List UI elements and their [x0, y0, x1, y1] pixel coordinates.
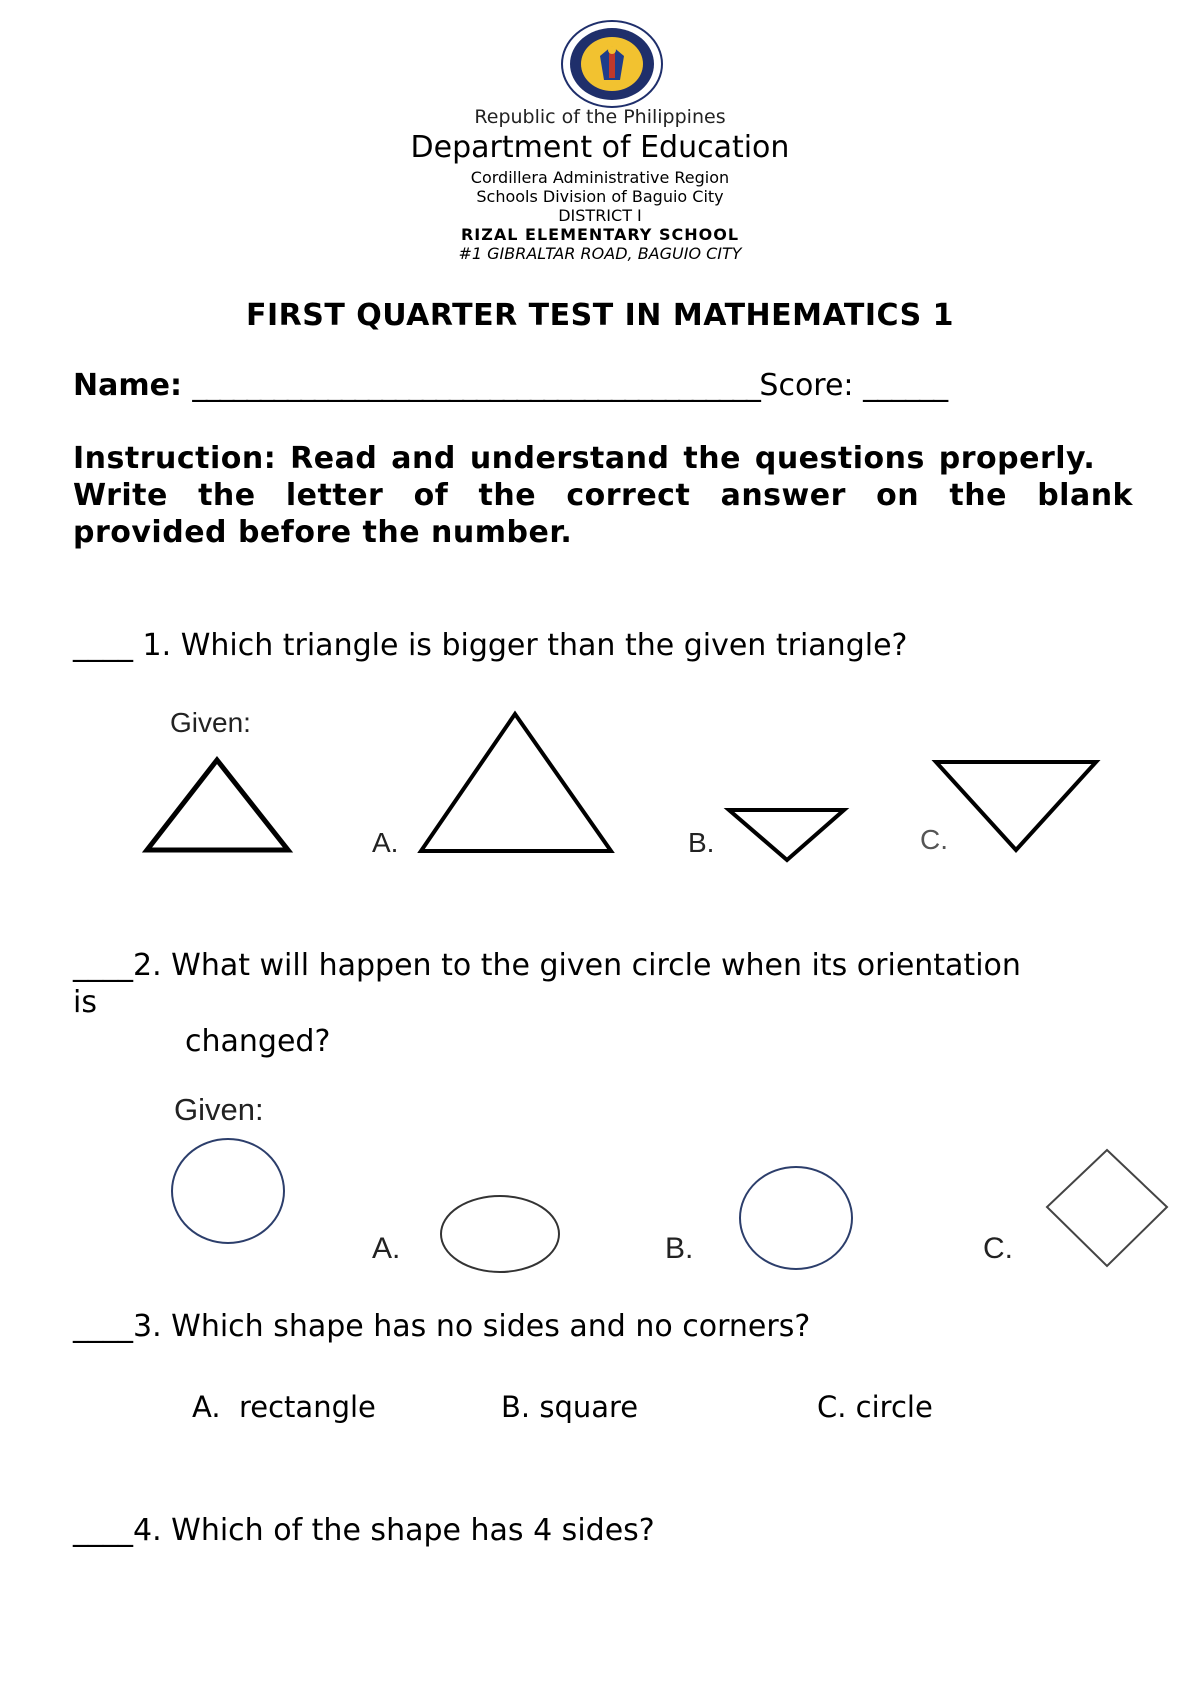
region-line: Cordillera Administrative Region	[470, 168, 730, 187]
name-score-line	[73, 368, 947, 403]
question-2-continued: changed?	[185, 1024, 331, 1059]
instruction-line-3: provided before the number.	[73, 515, 573, 550]
score-blank[interactable]: ______	[863, 368, 948, 403]
school-address: #1 GIBRALTAR ROAD, BAGUIO CITY	[458, 244, 742, 263]
question-4	[73, 1513, 655, 1548]
q2-option-c-label: C.	[983, 1232, 1013, 1265]
instruction-line-2: Write the letter of the correct answer on the blank	[73, 478, 1133, 513]
q2-given-circle	[170, 1137, 286, 1245]
question-2-wrap: is	[73, 985, 97, 1020]
answer-blank-2[interactable]: ____	[73, 948, 133, 983]
q1-given-triangle	[145, 758, 290, 853]
question-1	[73, 628, 907, 663]
q3-option-b[interactable]: B. square	[501, 1390, 639, 1424]
deped-seal-logo	[560, 20, 664, 108]
question-2-text: 2. What will happen to the given circle when its orientation	[133, 948, 1021, 983]
department-line: Department of Education	[410, 130, 790, 165]
republic-line: Republic of the Philippines	[474, 106, 726, 128]
answer-blank-3[interactable]: ____	[73, 1309, 133, 1344]
q2-option-a-oval[interactable]	[439, 1194, 561, 1274]
q1-option-c-label: C.	[920, 824, 948, 855]
q2-option-c-diamond[interactable]	[1045, 1148, 1169, 1268]
q2-option-b-label: B.	[665, 1232, 694, 1265]
division-line: Schools Division of Baguio City	[476, 187, 724, 206]
q2-option-a-label: A.	[372, 1232, 401, 1265]
q1-given-label: Given:	[170, 707, 251, 738]
q3-option-a[interactable]: A. rectangle	[192, 1390, 376, 1424]
q1-option-b-label: B.	[688, 827, 715, 858]
district-line: DISTRICT I	[558, 206, 642, 225]
q2-given-label: Given:	[174, 1092, 264, 1127]
name-label: Name:	[73, 368, 193, 403]
question-2	[73, 948, 1021, 983]
instruction-line-1: Instruction: Read and understand the questions properly.	[73, 441, 1096, 476]
answer-blank-1[interactable]: ____	[73, 628, 133, 663]
test-title: FIRST QUARTER TEST IN MATHEMATICS 1	[245, 298, 955, 333]
question-1-text: 1. Which triangle is bigger than the given triangle?	[133, 628, 908, 663]
q1-option-b-triangle[interactable]	[727, 808, 847, 863]
instructions	[73, 440, 1133, 551]
question-3-text: 3. Which shape has no sides and no corners?	[133, 1309, 811, 1344]
score-label: Score:	[759, 368, 864, 403]
q1-option-a-triangle[interactable]	[418, 712, 613, 854]
question-3	[73, 1309, 810, 1344]
answer-blank-4[interactable]: ____	[73, 1513, 133, 1548]
q2-option-b-circle[interactable]	[738, 1165, 854, 1272]
question-4-text: 4. Which of the shape has 4 sides?	[133, 1513, 655, 1548]
q1-option-a-label: A.	[372, 827, 399, 858]
q3-option-c[interactable]: C. circle	[817, 1390, 933, 1424]
q1-option-c-triangle[interactable]	[934, 760, 1098, 853]
school-name: RIZAL ELEMENTARY SCHOOL	[460, 225, 740, 244]
name-blank[interactable]: __________________________________________	[192, 368, 760, 403]
